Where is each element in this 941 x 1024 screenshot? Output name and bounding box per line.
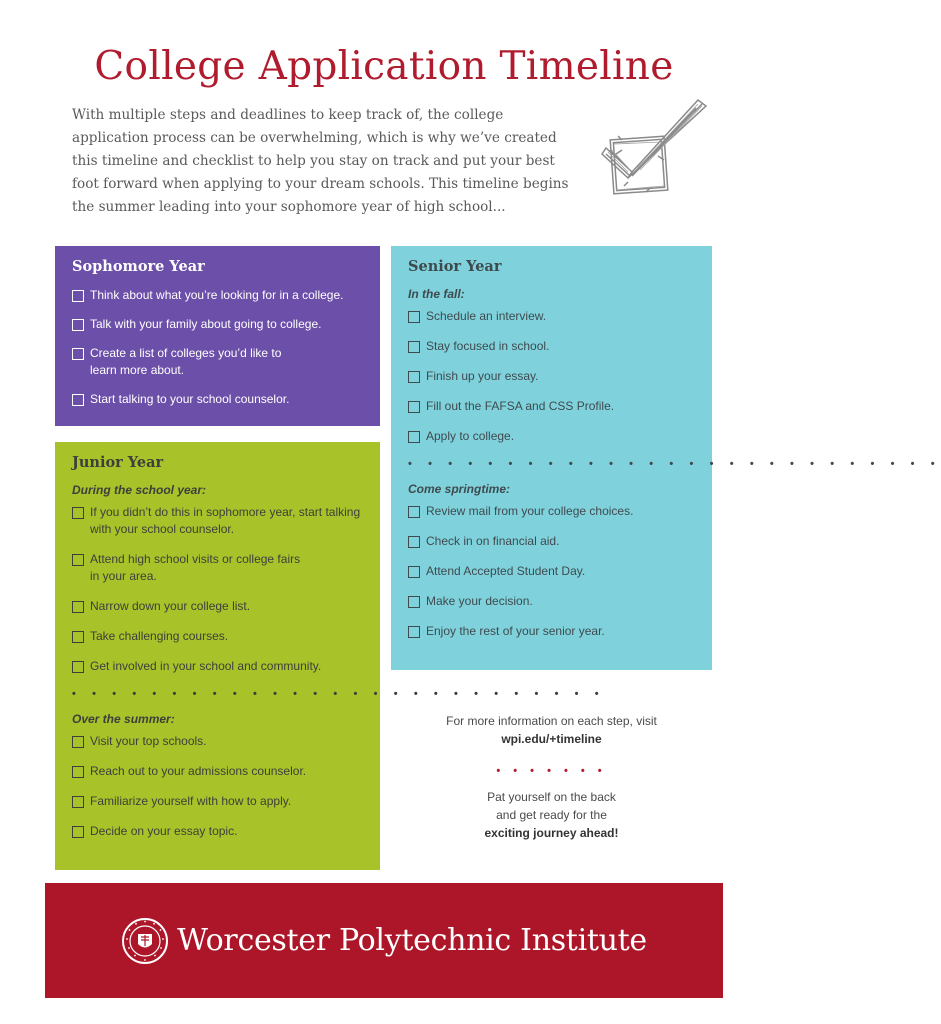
wpi-seal-icon xyxy=(121,917,169,965)
checkbox-icon[interactable] xyxy=(408,311,420,323)
checklist-item[interactable] xyxy=(72,733,363,750)
checklist-item[interactable] xyxy=(72,658,363,675)
checkbox-icon[interactable] xyxy=(72,554,84,566)
checkbox-icon[interactable] xyxy=(408,341,420,353)
checklist-item-label: Stay focused in school. xyxy=(426,339,550,353)
checklist-item[interactable] xyxy=(72,628,363,645)
checklist-item[interactable] xyxy=(408,398,695,415)
junior-subheading-school-year: During the school year: xyxy=(72,483,207,497)
checkbox-icon[interactable] xyxy=(408,596,420,608)
checklist-item[interactable] xyxy=(408,428,695,445)
checklist-item-label: Schedule an interview. xyxy=(426,309,547,323)
checkbox-icon[interactable] xyxy=(408,626,420,638)
checklist-item-label: Check in on financial aid. xyxy=(426,534,560,548)
checklist-item[interactable] xyxy=(408,368,695,385)
senior-checklist-fall xyxy=(408,308,695,445)
checkbox-icon[interactable] xyxy=(72,601,84,613)
more-info-block xyxy=(391,712,712,842)
dotted-divider: • • • • • • • • • • • • • • • • • • • • • • • • • • • xyxy=(72,688,606,700)
checkbox-icon[interactable] xyxy=(72,736,84,748)
checkmark-icon xyxy=(598,96,710,208)
red-dotted-divider: • • • • • • • xyxy=(496,765,607,777)
junior-checklist-school-year xyxy=(72,504,363,675)
checklist-item[interactable] xyxy=(408,563,695,580)
checklist-item[interactable] xyxy=(72,391,363,408)
checklist-item-label: Make your decision. xyxy=(426,594,533,608)
sophomore-year-title: Sophomore Year xyxy=(72,258,205,275)
timeline-link[interactable]: wpi.edu/+timeline xyxy=(501,732,602,746)
senior-year-panel xyxy=(391,246,941,670)
checklist-item-label: Narrow down your college list. xyxy=(90,599,251,613)
checklist-item[interactable] xyxy=(72,551,363,585)
checkbox-icon[interactable] xyxy=(72,766,84,778)
junior-year-title: Junior Year xyxy=(72,454,164,471)
senior-year-title: Senior Year xyxy=(408,258,502,275)
checklist-item-label: Attend high school visits or college fairs in your area. xyxy=(90,552,301,583)
checkbox-icon[interactable] xyxy=(72,661,84,673)
checklist-item-label: Talk with your family about going to college. xyxy=(90,317,322,331)
checkbox-icon[interactable] xyxy=(408,401,420,413)
checkbox-icon[interactable] xyxy=(72,631,84,643)
checklist-item[interactable] xyxy=(72,763,363,780)
checklist-item-label: If you didn’t do this in sophomore year, start talking with your school counselor. xyxy=(90,505,361,536)
intro-paragraph: With multiple steps and deadlines to keep track of, the college application process can be overwhelming, which is why we’ve created this timeline and checklist to help you stay on track and put your best foot forward when applying to your dream schools. This timeline begins the summer leading into your sophomore year of high school... xyxy=(72,107,569,215)
checklist-item[interactable] xyxy=(72,287,363,304)
checklist-item[interactable] xyxy=(72,823,363,840)
checkbox-icon[interactable] xyxy=(408,506,420,518)
sophomore-checklist xyxy=(72,287,363,408)
checkbox-icon[interactable] xyxy=(72,394,84,406)
senior-subheading-spring: Come springtime: xyxy=(408,482,511,496)
checklist-item-label: Attend Accepted Student Day. xyxy=(426,564,586,578)
checkbox-icon[interactable] xyxy=(72,348,84,360)
checkbox-icon[interactable] xyxy=(408,431,420,443)
checklist-item-label: Apply to college. xyxy=(426,429,515,443)
junior-checklist-summer xyxy=(72,733,363,840)
checkbox-icon[interactable] xyxy=(408,536,420,548)
checkbox-icon[interactable] xyxy=(72,290,84,302)
checklist-item-label: Fill out the FAFSA and CSS Profile. xyxy=(426,399,615,413)
checklist-item[interactable] xyxy=(72,345,363,379)
checkbox-icon[interactable] xyxy=(72,319,84,331)
checklist-item-label: Reach out to your admissions counselor. xyxy=(90,764,307,778)
checklist-item-label: Start talking to your school counselor. xyxy=(90,392,290,406)
footer-banner xyxy=(45,883,723,998)
checklist-item[interactable] xyxy=(72,504,363,538)
checkbox-icon[interactable] xyxy=(72,507,84,519)
more-info-text: For more information on each step, visit xyxy=(446,714,657,728)
junior-subheading-summer: Over the summer: xyxy=(72,712,175,726)
senior-checklist-spring xyxy=(408,503,695,640)
checklist-item[interactable] xyxy=(72,316,363,333)
closing-line-1: Pat yourself on the back xyxy=(487,790,616,804)
checklist-item[interactable] xyxy=(408,593,695,610)
checklist-item[interactable] xyxy=(408,503,695,520)
checklist-item-label: Visit your top schools. xyxy=(90,734,207,748)
institution-name: Worcester Polytechnic Institute xyxy=(177,923,647,958)
checklist-item-label: Familiarize yourself with how to apply. xyxy=(90,794,292,808)
checkbox-icon[interactable] xyxy=(72,796,84,808)
checklist-item[interactable] xyxy=(408,338,695,355)
checklist-item-label: Get involved in your school and community. xyxy=(90,659,322,673)
closing-line-2: and get ready for the xyxy=(496,808,607,822)
sophomore-year-panel xyxy=(55,246,380,426)
senior-subheading-fall: In the fall: xyxy=(408,287,465,301)
checklist-item-label: Review mail from your college choices. xyxy=(426,504,634,518)
dotted-divider: • • • • • • • • • • • • • • • • • • • • • • • • • • • xyxy=(408,458,941,470)
closing-line-3: exciting journey ahead! xyxy=(484,826,619,840)
checklist-item[interactable] xyxy=(408,533,695,550)
checklist-item[interactable] xyxy=(408,308,695,325)
checkbox-icon[interactable] xyxy=(72,826,84,838)
checklist-item[interactable] xyxy=(72,793,363,810)
checklist-item-label: Create a list of colleges you’d like to learn more about. xyxy=(90,346,282,377)
checklist-item-label: Enjoy the rest of your senior year. xyxy=(426,624,605,638)
page-title: College Application Timeline xyxy=(94,44,674,89)
checklist-item-label: Decide on your essay topic. xyxy=(90,824,238,838)
checklist-item[interactable] xyxy=(72,598,363,615)
checkbox-icon[interactable] xyxy=(408,371,420,383)
checklist-item-label: Finish up your essay. xyxy=(426,369,539,383)
checklist-item-label: Take challenging courses. xyxy=(90,629,229,643)
checkbox-icon[interactable] xyxy=(408,566,420,578)
checklist-item-label: Think about what you’re looking for in a college. xyxy=(90,288,344,302)
checklist-item[interactable] xyxy=(408,623,695,640)
